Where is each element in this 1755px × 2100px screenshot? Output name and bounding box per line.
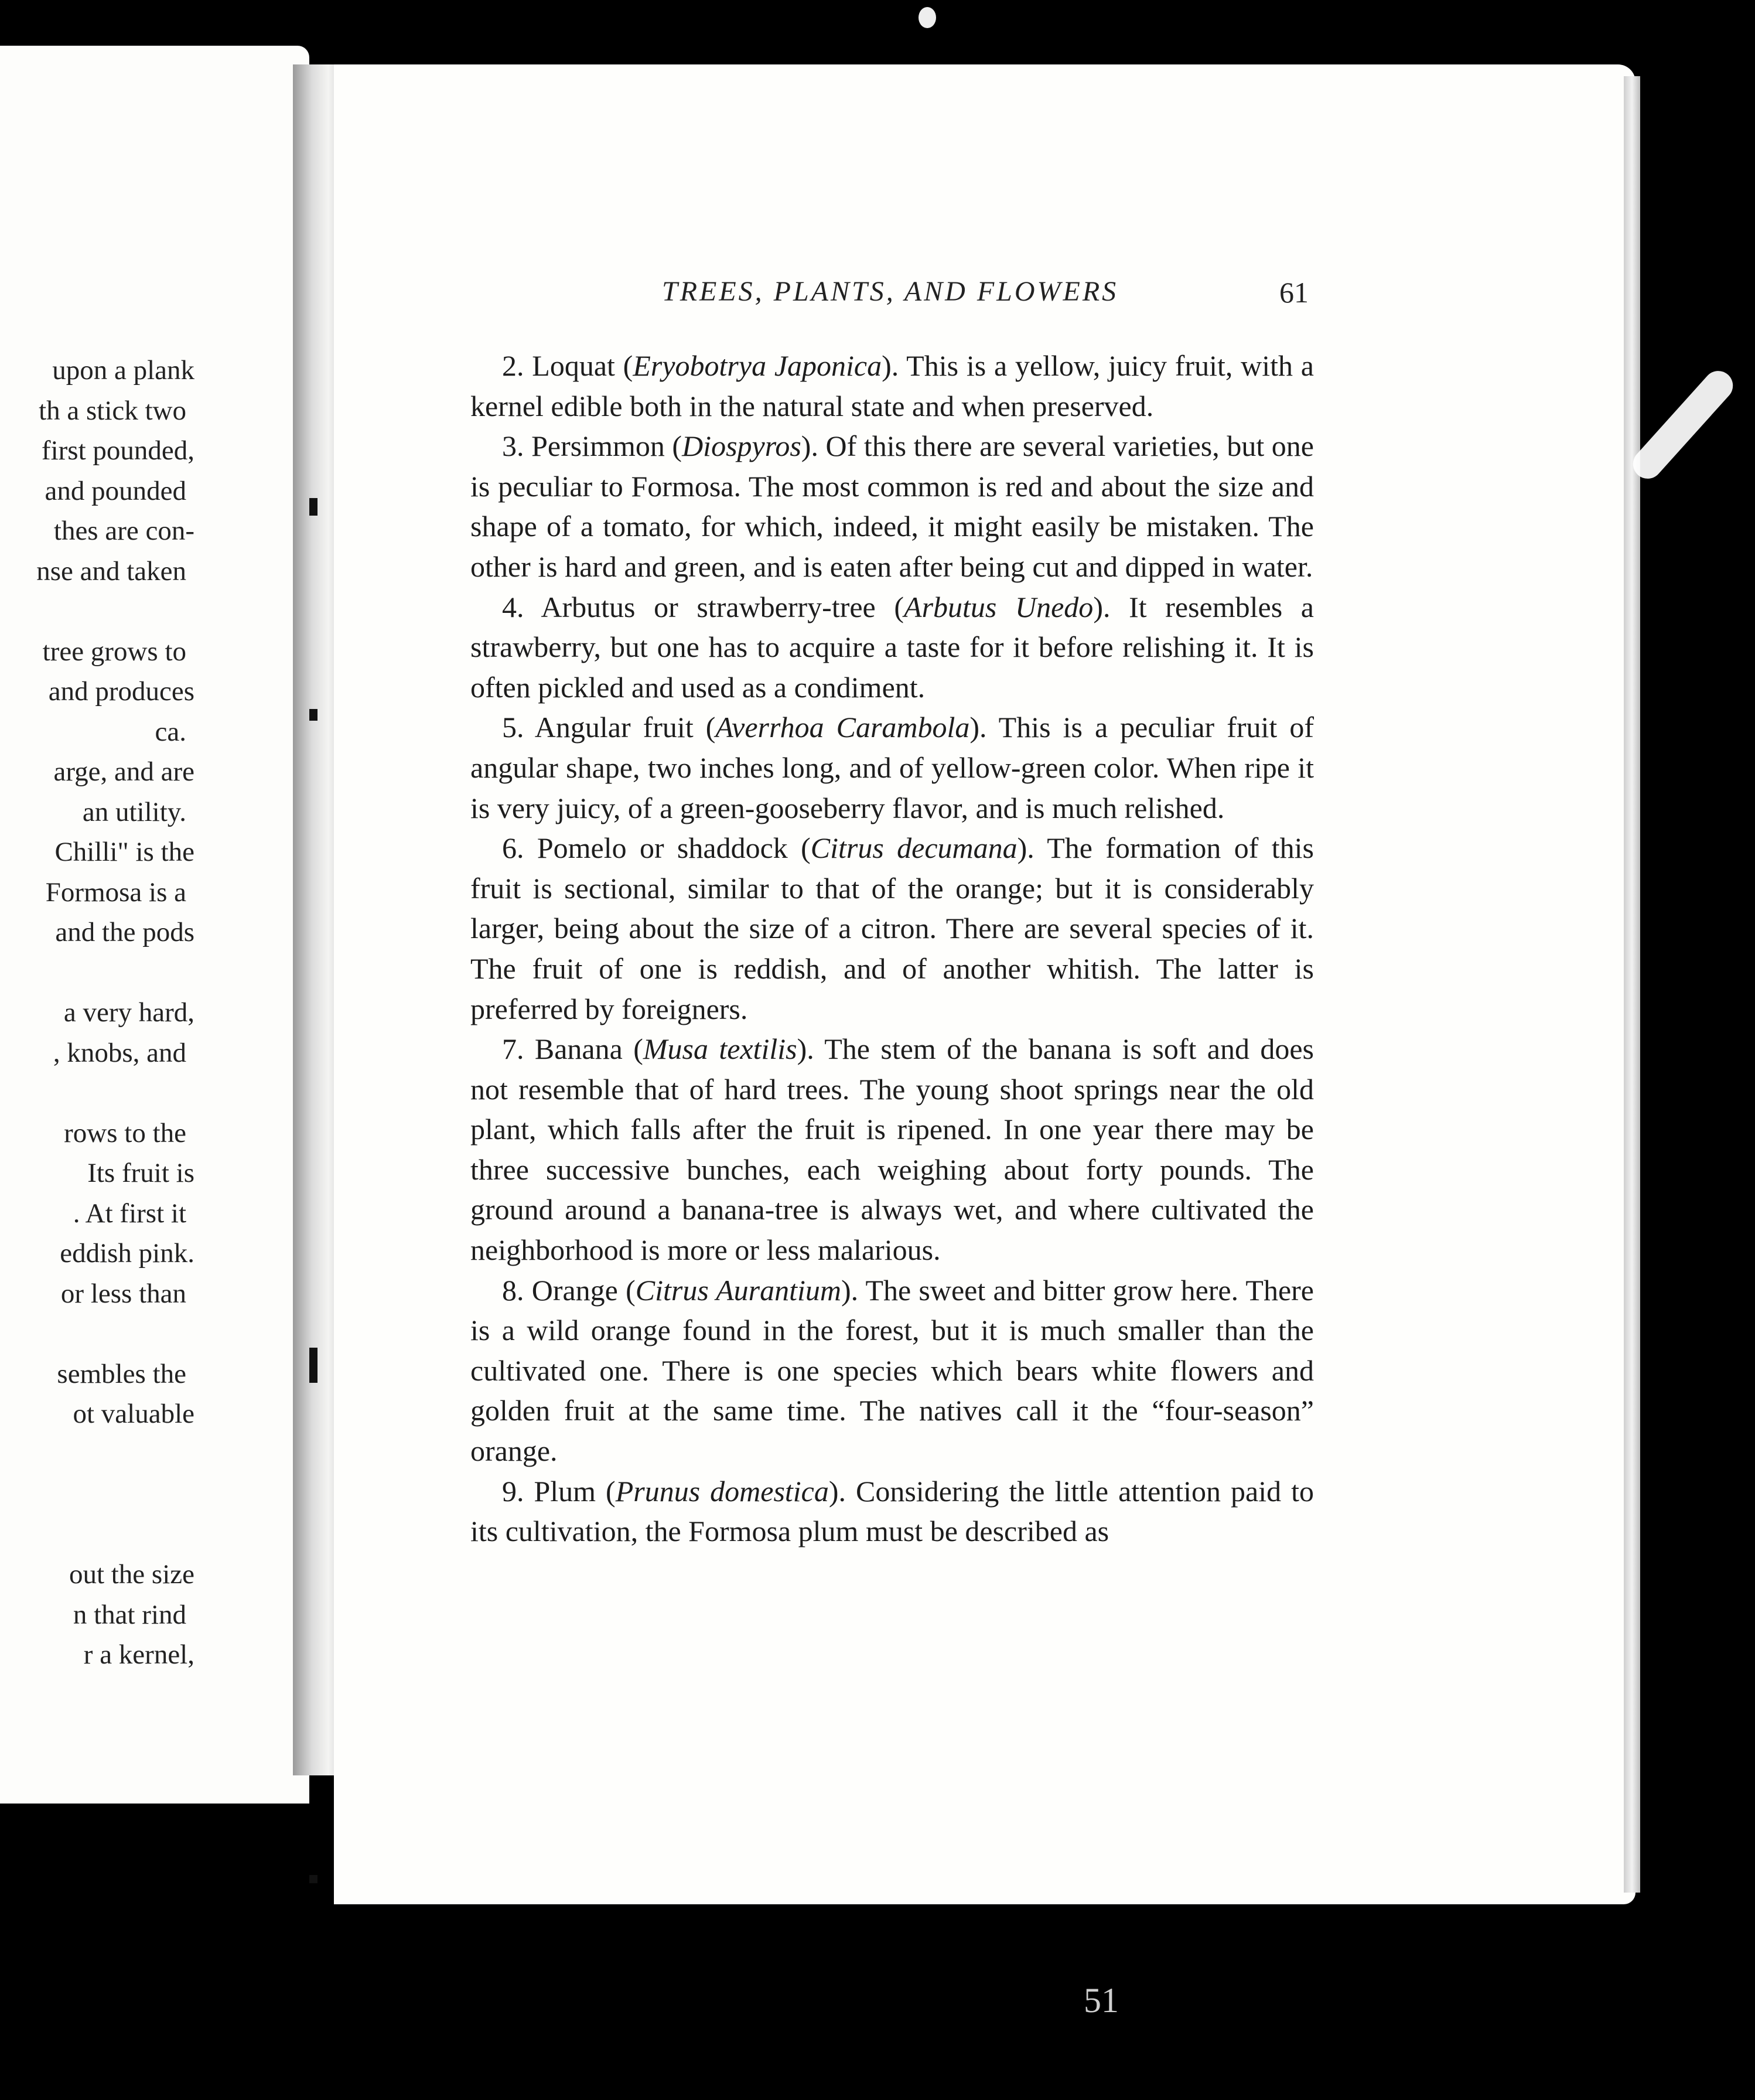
top-ornament	[919, 7, 936, 28]
left-page-line: and pounded	[45, 475, 186, 506]
entry-paragraph: 4. Arbutus or strawberry-tree (Arbutus Unedo). It resembles a strawberry, but one has to acquire a taste for it before relishing it. It is often pickled and used as a condiment.	[470, 590, 1314, 704]
left-page-line: sembles the	[57, 1358, 186, 1389]
gutter-mark	[309, 1348, 317, 1383]
left-page-line: an utility.	[82, 796, 186, 827]
left-page-line: eddish pink.	[60, 1238, 194, 1269]
left-page-line: , knobs, and	[53, 1037, 186, 1068]
pencil-mark: 51	[1084, 1981, 1119, 2020]
gutter-mark	[309, 1875, 317, 1883]
left-facing-page	[0, 46, 309, 1804]
light-flare	[1627, 365, 1739, 485]
left-page-line: r a kernel,	[83, 1639, 194, 1670]
entry-paragraph: 9. Plum (Prunus domestica). Considering the little attention paid to its cultivation, the Formosa plum must be described as	[470, 1474, 1314, 1548]
left-page-line: out the size	[69, 1559, 194, 1590]
left-page-line: tree grows to	[42, 636, 186, 667]
entry-paragraph: 3. Persimmon (Diospyros). Of this there are several varieties, but one is peculiar to Formosa. The most common is red and about the size and shape of a tomato, for which, indeed, it might easily be mistaken. The other is hard and green, and is eaten after being cut and dipped in water.	[470, 429, 1314, 583]
left-page-line: first pounded,	[41, 435, 194, 466]
page-edge	[1624, 76, 1640, 1893]
left-page-line: Formosa is a	[45, 877, 186, 908]
left-page-line: Chilli" is the	[54, 837, 194, 867]
left-page-line: and produces	[48, 676, 194, 707]
left-page-line: ot valuable	[73, 1399, 194, 1429]
entry-paragraph: 2. Loquat (Eryobotrya Japonica). This is a yellow, juicy fruit, with a kernel edible both in the natural state and when preserved.	[470, 349, 1314, 422]
left-page-line: th a stick two	[39, 395, 186, 426]
left-page-line: Its fruit is	[87, 1158, 194, 1188]
entry-paragraph: 7. Banana (Musa textilis). The stem of the banana is soft and does not resemble that of hard trees. The young shoot springs near the old plant, which falls after the fruit is ripened. In one year there may be three successive bunches, each weighing about forty pounds. The ground around a banana-tree is always wet, and where cultivated the neighborhood is more or less malarious.	[470, 1032, 1314, 1267]
left-page-line: nse and taken	[36, 555, 186, 587]
page-number: 61	[1279, 276, 1309, 309]
left-page-line: arge, and are	[53, 756, 194, 787]
left-page-line: thes are con-	[53, 516, 194, 546]
left-page-line: upon a plank	[52, 355, 194, 386]
entry-paragraph: 6. Pomelo or shaddock (Citrus decumana). The formation of this fruit is sectional, similar to that of the orange; but it is considerably larger, being about the size of a citron. There are several species of it. The fruit of one is reddish, and of another whitish. The latter is preferred by foreigners.	[470, 831, 1314, 1025]
left-page-line: a very hard,	[63, 997, 194, 1028]
entry-paragraph: 8. Orange (Citrus Aurantium). The sweet and bitter grow here. There is a wild orange found in the forest, but it is much smaller than the cultivated one. There is one species which bears white flowers and golden fruit at the same time. The natives call it the “four-season” orange.	[470, 1273, 1314, 1468]
left-page-line: ca.	[155, 716, 186, 747]
left-page-line: . At first it	[73, 1198, 186, 1229]
running-head: TREES, PLANTS, AND FLOWERS	[662, 276, 1119, 307]
left-page-line: and the pods	[55, 917, 194, 947]
gutter-mark	[309, 498, 317, 516]
left-page-line: rows to the	[64, 1117, 186, 1148]
page-body	[470, 346, 1314, 1552]
left-page-line: or less than	[60, 1278, 186, 1309]
gutter-mark	[309, 709, 317, 721]
entry-paragraph: 5. Angular fruit (Averrhoa Carambola). This is a peculiar fruit of angular shape, two inches long, and of yellow-green color. When ripe it is very juicy, of a green-gooseberry flavor, and is much relished.	[470, 711, 1314, 824]
left-page-line: n that rind	[73, 1599, 186, 1630]
